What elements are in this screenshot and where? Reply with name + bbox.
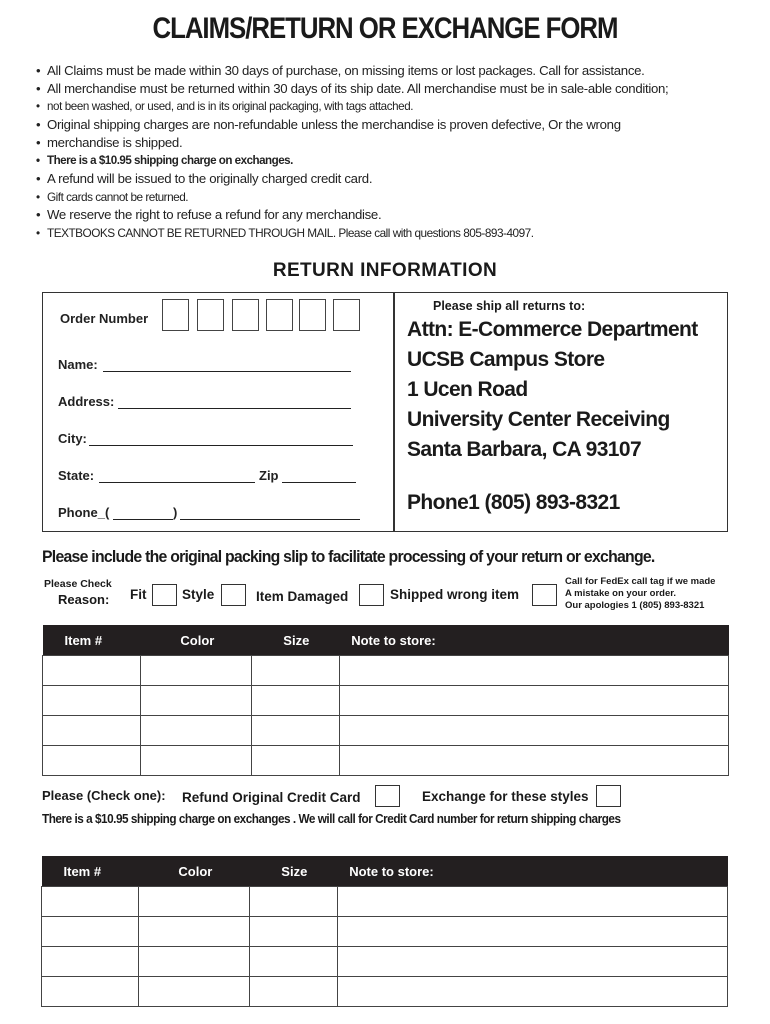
reason-wrong-item-label: Shipped wrong item: [390, 587, 520, 602]
color-cell[interactable]: [138, 917, 249, 947]
zip-field[interactable]: [282, 482, 356, 483]
address-label: Address:: [58, 394, 115, 409]
policy-item-cont: • merchandise is shipped.: [36, 134, 758, 152]
item-cell[interactable]: [42, 977, 139, 1007]
size-cell[interactable]: [249, 977, 337, 1007]
fedex-note-line: A mistake on your order.: [565, 588, 677, 599]
table-row: [42, 917, 728, 947]
col-header-item: Item #: [42, 856, 139, 887]
city-label: City:: [58, 431, 87, 446]
note-cell[interactable]: [339, 746, 728, 776]
note-cell[interactable]: [337, 917, 727, 947]
policy-list: [36, 62, 758, 242]
table-row: [42, 977, 728, 1007]
zip-label: Zip: [259, 468, 279, 483]
item-cell[interactable]: [42, 917, 139, 947]
size-cell[interactable]: [251, 746, 339, 776]
address-line: Santa Barbara, CA 93107: [407, 438, 642, 461]
phone-label: Phone_(: [58, 505, 110, 520]
item-cell[interactable]: [43, 746, 141, 776]
table-row: [42, 947, 728, 977]
size-cell[interactable]: [249, 917, 337, 947]
item-cell[interactable]: [43, 716, 141, 746]
refund-credit-card-label: Refund Original Credit Card: [182, 790, 361, 805]
fedex-note-line: Call for FedEx call tag if we made: [565, 576, 716, 587]
policy-item: • All Claims must be made within 30 days of purchase, on missing items or lost packages. Call for assistance.: [36, 62, 758, 80]
phone-area-code-field[interactable]: [113, 519, 173, 520]
exchange-styles-checkbox[interactable]: [596, 785, 621, 807]
note-cell[interactable]: [339, 686, 728, 716]
store-phone: Phone1 (805) 893-8321: [407, 491, 620, 514]
item-cell[interactable]: [43, 656, 141, 686]
col-header-item: Item #: [43, 625, 141, 656]
table-header-row: [43, 625, 729, 656]
form-title: CLAIMS/RETURN OR EXCHANGE FORM: [152, 12, 618, 45]
item-cell[interactable]: [42, 947, 139, 977]
col-header-note: Note to store:: [337, 856, 727, 887]
policy-item: • TEXTBOOKS CANNOT BE RETURNED THROUGH MAIL. Please call with questions 805-893-4097.: [36, 224, 758, 242]
reason-style-label: Style: [182, 587, 215, 602]
refund-credit-card-checkbox[interactable]: [375, 785, 400, 807]
size-cell[interactable]: [249, 947, 337, 977]
order-digit-box[interactable]: [299, 299, 326, 331]
col-header-color: Color: [138, 856, 249, 887]
color-cell[interactable]: [140, 716, 251, 746]
policy-item: • Gift cards cannot be returned.: [36, 188, 758, 206]
note-cell[interactable]: [337, 887, 727, 917]
return-info-heading: RETURN INFORMATION: [272, 260, 498, 281]
exchange-shipping-notice: There is a $10.95 shipping charge on exchanges . We will call for Credit Card number for return shipping charges: [42, 812, 621, 826]
note-cell[interactable]: [337, 977, 727, 1007]
reason-wrong-item-checkbox[interactable]: [532, 584, 557, 606]
reason-damaged-label: Item Damaged: [256, 589, 349, 604]
size-cell[interactable]: [251, 716, 339, 746]
reason-fit-label: Fit: [130, 587, 147, 602]
col-header-size: Size: [249, 856, 337, 887]
policy-item-cont: [36, 98, 758, 116]
city-field[interactable]: [89, 445, 353, 446]
policy-item: • There is a $10.95 shipping charge on exchanges.: [36, 152, 758, 170]
order-digit-box[interactable]: [266, 299, 293, 331]
color-cell[interactable]: [138, 887, 249, 917]
col-header-color: Color: [140, 625, 251, 656]
address-line: University Center Receiving: [407, 408, 670, 431]
name-label: Name:: [58, 357, 98, 372]
ship-address: [407, 315, 698, 465]
col-header-note: Note to store:: [339, 625, 728, 656]
order-digit-box[interactable]: [197, 299, 224, 331]
return-items-table: [42, 625, 729, 776]
order-number-label: Order Number: [60, 311, 149, 326]
table-row: [43, 656, 729, 686]
address-line: UCSB Campus Store: [407, 348, 605, 371]
size-cell[interactable]: [251, 686, 339, 716]
item-cell[interactable]: [42, 887, 139, 917]
color-cell[interactable]: [138, 947, 249, 977]
reason-label-line2: Reason:: [58, 592, 110, 607]
ship-returns-heading: Please ship all returns to:: [433, 299, 586, 313]
fedex-note: [565, 576, 715, 612]
col-header-size: Size: [251, 625, 339, 656]
address-line: 1 Ucen Road: [407, 378, 528, 401]
fedex-note-line: Our apologies 1 (805) 893-8321: [565, 600, 705, 611]
exchange-items-table: [41, 856, 728, 1007]
color-cell[interactable]: [140, 686, 251, 716]
note-cell[interactable]: [337, 947, 727, 977]
item-cell[interactable]: [43, 686, 141, 716]
note-cell[interactable]: [339, 716, 728, 746]
color-cell[interactable]: [140, 746, 251, 776]
packing-slip-note: Please include the original packing slip to facilitate processing of your return or exchange.: [42, 547, 655, 566]
table-row: [42, 887, 728, 917]
state-label: State:: [58, 468, 95, 483]
color-cell[interactable]: [140, 656, 251, 686]
table-row: [43, 746, 729, 776]
policy-item: • We reserve the right to refuse a refund for any merchandise.: [36, 206, 758, 224]
order-digit-box[interactable]: [232, 299, 259, 331]
policy-item: [36, 80, 758, 98]
refund-choice-label: Please (Check one):: [42, 788, 166, 803]
policy-item: • Original shipping charges are non-refundable unless the merchandise is proven defective, Or the wrong: [36, 116, 758, 134]
state-field[interactable]: [99, 482, 255, 483]
name-field[interactable]: [103, 371, 351, 372]
table-header-row: [42, 856, 728, 887]
note-cell[interactable]: [339, 656, 728, 686]
address-line: Attn: E-Commerce Department: [407, 318, 698, 341]
size-cell[interactable]: [249, 887, 337, 917]
address-field[interactable]: [118, 408, 351, 409]
policy-item: • A refund will be issued to the originally charged credit card.: [36, 170, 758, 188]
reason-damaged-checkbox[interactable]: [359, 584, 384, 606]
reason-label-line1: Please Check: [44, 578, 112, 590]
exchange-styles-label: Exchange for these styles: [422, 789, 589, 804]
phone-close-paren: ): [173, 505, 178, 520]
box-divider: [393, 293, 395, 531]
policy-line: not been washed, or used, and is in its original packaging, with tags attached.: [47, 100, 414, 113]
table-row: [43, 716, 729, 746]
phone-number-field[interactable]: [180, 519, 360, 520]
policy-line: All merchandise must be returned within 30 days of its ship date. All merchandise must be in sale-able condition;: [47, 81, 669, 96]
order-digit-box[interactable]: [162, 299, 189, 331]
return-info-box: [42, 292, 728, 532]
order-digit-box[interactable]: [333, 299, 360, 331]
color-cell[interactable]: [138, 977, 249, 1007]
size-cell[interactable]: [251, 656, 339, 686]
table-row: [43, 686, 729, 716]
reason-fit-checkbox[interactable]: [152, 584, 177, 606]
reason-style-checkbox[interactable]: [221, 584, 246, 606]
